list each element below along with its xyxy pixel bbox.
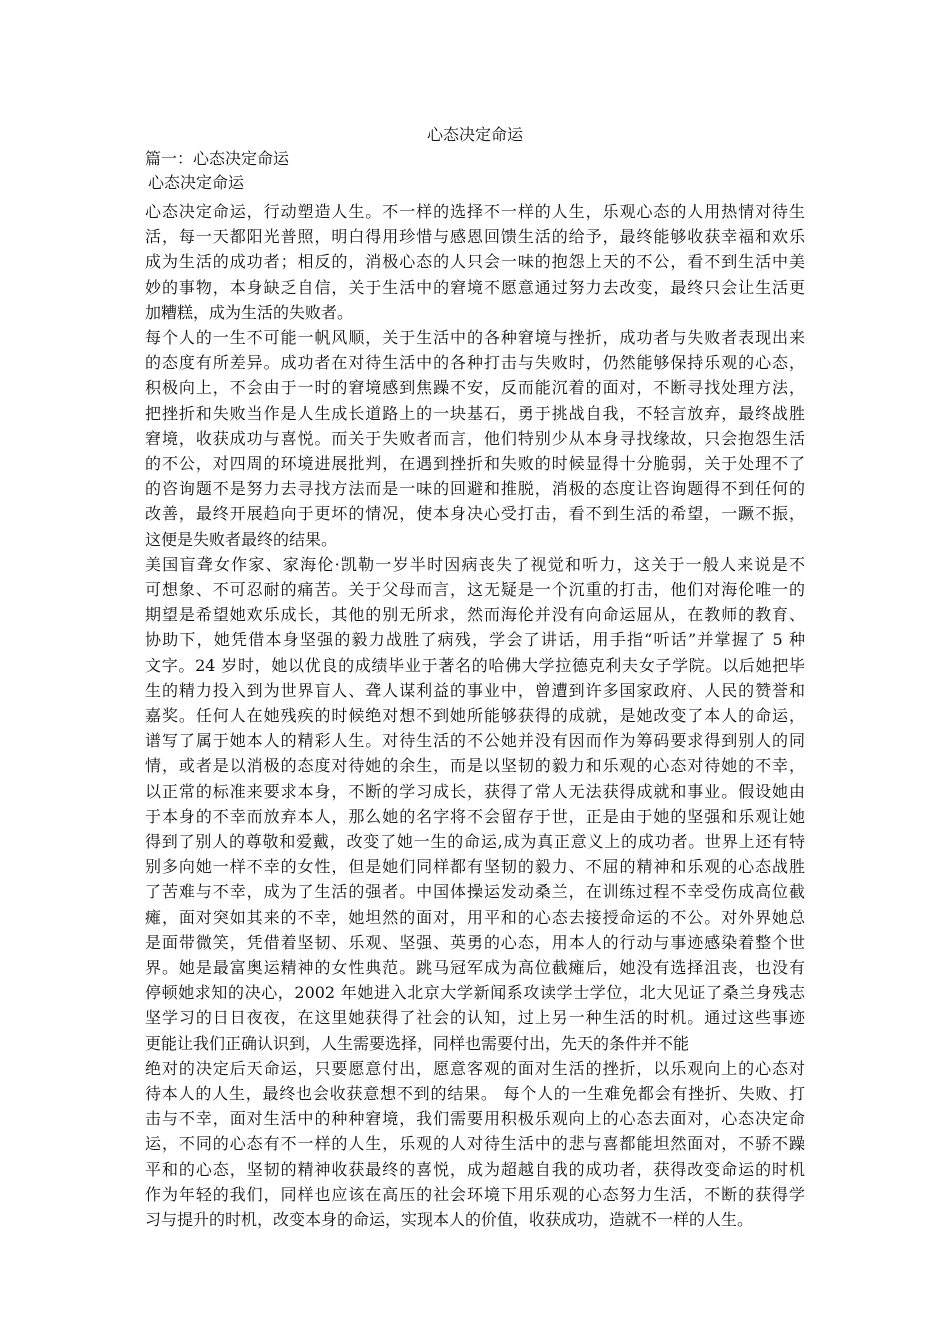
body-line: 界。她是最富奥运精神的女性典范。跳马冠军成为高位截瘫后，她没有选择沮丧，也没有 [145,958,805,977]
body-line: 待本人的人生，最终也会收获意想不到的结果。 每个人的一生难免都会有挫折、失败、打 [145,1084,805,1103]
sub-heading: 心态决定命运 [148,173,245,192]
body-line: 是面带微笑，凭借着坚韧、乐观、坚强、英勇的心态，用本人的行动与事迹感染着整个世 [145,932,805,952]
body-line: 情，或者是以消极的态度对待她的余生，而是以坚韧的毅力和乐观的心态对待她的不幸， [145,756,805,776]
body-line: 别多向她一样不幸的女性，但是她们同样都有坚韧的毅力、不屈的精神和乐观的心态战胜 [145,857,805,877]
body-line: 的不公，对四周的环境进展批判，在遇到挫折和失败的时候显得十分脆弱，关于处理不了 [145,454,805,473]
body-line: 击与不幸，面对生活中的种种窘境，我们需要用积极乐观向上的心态去面对，心态决定命 [145,1109,805,1129]
body-line: 以正常的标准来要求本身，不断的学习成长，获得了常人无法获得成就和事业。假设她由 [145,781,805,801]
body-line: 的咨询题不是努力去寻找方法而是一味的回避和推脱，消极的态度让咨询题得不到任何的 [145,479,805,499]
body-line: 改善，最终开展趋向于更坏的情况，使本身决心受打击，看不到生活的希望，一蹶不振， [145,504,805,524]
body-line: 成为生活的成功者；相反的，消极心态的人只会一味的抱怨上天的不公，看不到生活中美 [145,252,805,272]
body-line: 期望是希望她欢乐成长，其他的别无所求，然而海伦并没有向命运屈从，在教师的教育、 [145,605,805,625]
body-line: 更能让我们正确认识到，人生需要选择，同样也需要付出，先天的条件并不能 [145,1033,690,1053]
body-line: 窘境，收获成功与喜悦。而关于失败者而言，他们特别少从本身寻找缘故，只会抱怨生活 [145,428,805,448]
body-line: 协助下，她凭借本身坚强的毅力战胜了病残，学会了讲话，用手指“听话”并掌握了 5 种 [145,630,805,650]
body-line: 每个人的一生不可能一帆风顺，关于生活中的各种窘境与挫折，成功者与失败者表现出来 [145,328,805,347]
body-line: 习与提升的时机，改变本身的命运，实现本人的价值，收获成功，造就不一样的人生。 [145,1210,754,1229]
section-heading: 篇一：心态决定命运 [145,149,290,168]
body-line: 于本身的不幸而放弃本人，那么她的名字将不会留存于世，正是由于她的坚强和乐观让她 [145,806,805,826]
body-line: 把挫折和失败当作是人生成长道路上的一块基石，勇于挑战自我，不轻言放弃，最终战胜 [145,403,805,423]
body-line: 了苦难与不幸，成为了生活的强者。中国体操运发动桑兰，在训练过程不幸受伤成高位截 [145,882,805,902]
body-line: 平和的心态，坚韧的精神收获最终的喜悦，成为超越自我的成功者，获得改变命运的时机 [145,1159,805,1179]
body-line: 作为年轻的我们，同样也应该在高压的社会环境下用乐观的心态努力生活，不断的获得学 [145,1184,805,1204]
body-line: 绝对的决定后天命运，只要愿意付出，愿意客观的面对生活的挫折，以乐观向上的心态对 [145,1058,805,1078]
body-line: 文字。24 岁时，她以优良的成绩毕业于著名的哈佛大学拉德克利夫女子学院。以后她把毕 [145,655,805,675]
body-line: 美国盲聋女作家、家海伦·凯勒一岁半时因病丧失了视觉和听力，这关于一般人来说是不 [145,554,805,574]
body-line: 停顿她求知的决心，2002 年她进入北京大学新闻系攻读学士学位，北大见证了桑兰身残志 [145,983,805,1003]
body-line: 活，每一天都阳光普照，明白得用珍惜与感恩回馈生活的给予，最终能够收获幸福和欢乐 [145,227,805,247]
body-line: 谱写了属于她本人的精彩人生。对待生活的不公她并没有因而作为筹码要求得到别人的同 [145,731,805,751]
body-line: 瘫，面对突如其来的不幸，她坦然的面对，用平和的心态去接授命运的不公。对外界她总 [145,907,805,927]
body-line: 加糟糕，成为生活的失败者。 [145,302,354,322]
document-title: 心态决定命运 [426,125,523,144]
body-line: 积极向上，不会由于一时的窘境感到焦躁不安，反而能沉着的面对，不断寻找处理方法， [145,378,805,398]
body-line: 运，不同的心态有不一样的人生，乐观的人对待生活中的悲与喜都能坦然面对，不骄不躁 [145,1134,805,1154]
body-line: 这便是失败者最终的结果。 [145,529,338,549]
body-line: 得到了别人的尊敬和爱戴，改变了她一生的命运,成为真正意义上的成功者。世界上还有特 [145,832,805,851]
body-line: 坚学习的日日夜夜，在这里她获得了社会的认知，过上另一种生活的时机。通过这些事迹 [145,1008,805,1028]
body-line: 可想象、不可忍耐的痛苦。关于父母而言，这无疑是一个沉重的打击，他们对海伦唯一的 [145,580,805,599]
body-line: 的态度有所差异。成功者在对待生活中的各种打击与失败时，仍然能够保持乐观的心态， [145,353,805,373]
body-line: 生的精力投入到为世界盲人、聋人谋利益的事业中，曾遭到许多国家政府、人民的赞誉和 [145,680,805,700]
body-line: 嘉奖。任何人在她残疾的时候绝对想不到她所能够获得的成就，是她改变了本人的命运， [145,706,805,725]
body-line: 妙的事物，本身缺乏自信，关于生活中的窘境不愿意通过努力去改变，最终只会让生活更 [145,277,805,297]
body-line: 心态决定命运，行动塑造人生。不一样的选择不一样的人生，乐观心态的人用热情对待生 [145,202,805,221]
